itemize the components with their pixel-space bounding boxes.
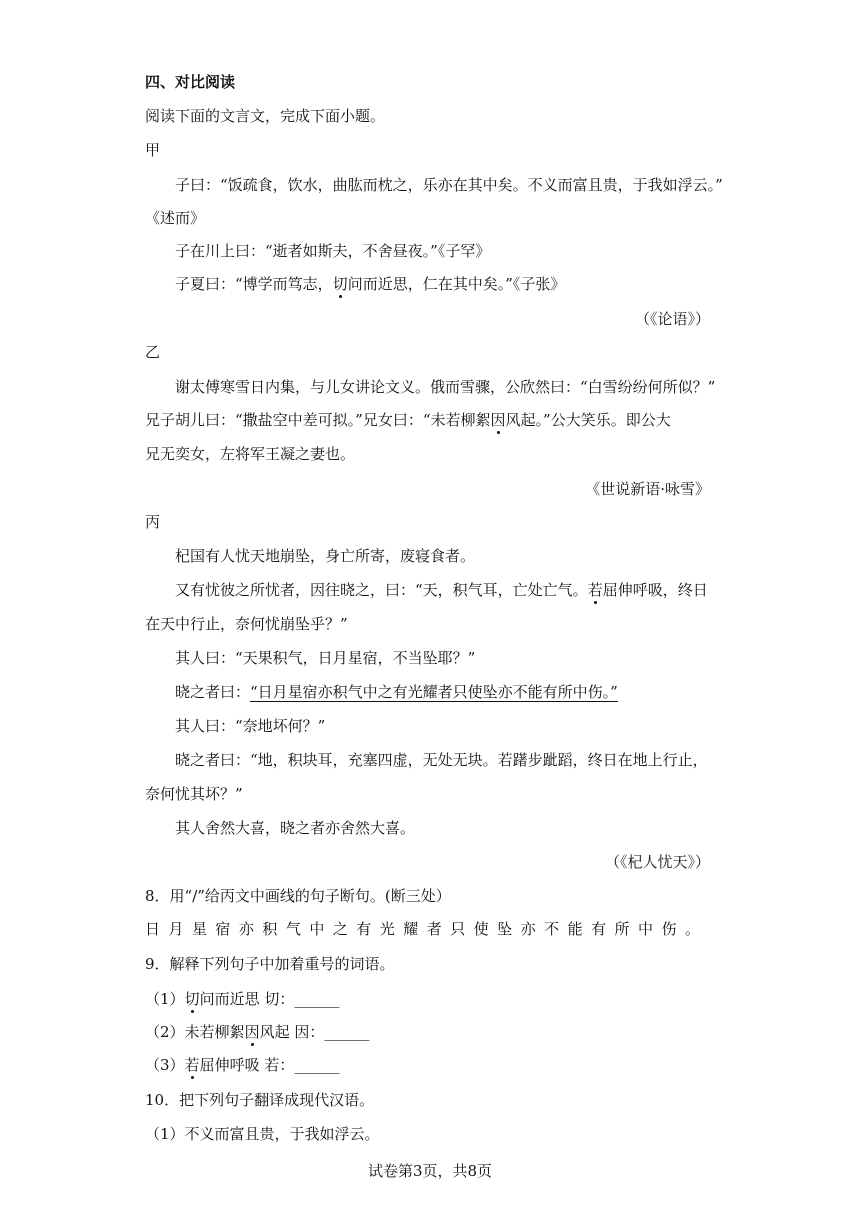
emphasis-ruo: 若: [587, 581, 603, 599]
passage-bing-line-9: 其人舍然大喜，晓之者亦舍然大喜。: [175, 819, 416, 837]
emphasis-yin: 因: [490, 411, 506, 429]
passage-jia-line-1-cont: 《述而》: [145, 209, 206, 227]
passage-yi-line-2: [145, 410, 671, 430]
answer-blank[interactable]: ______: [324, 1023, 370, 1041]
question-10-title: 10．把下列句子翻译成现代汉语。: [145, 1091, 375, 1109]
question-9-item-3: [145, 1055, 339, 1075]
passage-jia-line-3-post: 问而近思，仁在其中矣。”《子张》: [347, 275, 566, 293]
answer-blank[interactable]: ______: [294, 990, 340, 1008]
item-text: 风起 因：: [259, 1023, 325, 1041]
passage-yi-line-2-pre: 兄子胡儿曰：“撒盐空中差可拟。”兄女曰：“未若柳絮: [145, 411, 491, 429]
passage-bing-line-2-post: 屈伸呼吸，终日: [602, 581, 708, 599]
answer-blank[interactable]: ______: [294, 1056, 340, 1074]
passage-bing-line-7: 晓之者曰：“地，积块耳，充塞四虚，无处无块。若躇步跐蹈，终日在地上行止，: [175, 751, 708, 769]
passage-jia-source: （《论语》）: [634, 310, 710, 328]
passage-bing-label: 丙: [145, 513, 161, 531]
underlined-sentence: “日月星宿亦积气中之有光耀者只使坠亦不能有所中伤。”: [250, 683, 618, 701]
passage-jia-line-3-pre: 子夏曰：“博学而笃志，: [175, 275, 333, 293]
passage-yi-line-2-post: 风起。”公大笑乐。即公大: [505, 411, 671, 429]
passage-bing-line-6: 其人曰：“奈地坏何？”: [175, 717, 326, 735]
item-number: （3）: [145, 1056, 185, 1074]
question-9-item-1: [145, 989, 339, 1009]
passage-bing-line-2: [175, 580, 708, 600]
passage-bing-line-5-pre: 晓之者曰：: [175, 683, 251, 701]
question-8-title: 8．用“/”给丙文中画线的句子断句。(断三处）: [145, 887, 451, 905]
emphasis-ruo: 若: [184, 1056, 200, 1074]
passage-bing-line-3: 在天中行止，奈何忧崩坠乎？”: [145, 615, 348, 633]
emphasis-qie: 切: [184, 990, 200, 1008]
passage-bing-source: （《杞人忧天》）: [604, 853, 710, 871]
question-9-item-2: [145, 1022, 369, 1042]
passage-bing-line-4: 其人曰：“天果积气，日月星宿，不当坠耶？”: [175, 649, 476, 667]
passage-bing-line-1: 杞国有人忧天地崩坠，身亡所寄，废寝食者。: [175, 547, 476, 565]
passage-jia-line-2: 子在川上曰：“逝者如斯夫，不舍昼夜。”《子罕》: [175, 242, 491, 260]
item-text: 屈伸呼吸 若：: [199, 1056, 295, 1074]
passage-yi-source: 《世说新语·咏雪》: [585, 480, 710, 498]
passage-yi-line-1: 谢太傅寒雪日内集，与儿女讲论文义。俄而雪骤，公欣然曰：“白雪纷纷何所似？”: [175, 378, 716, 396]
passage-bing-line-2-pre: 又有忧彼之所忧者，因往晓之，曰：“天，积气耳，亡处亡气。: [175, 581, 588, 599]
item-prefix: 未若柳絮: [184, 1023, 245, 1041]
question-10-item-1: （1）不义而富且贵，于我如浮云。: [145, 1125, 380, 1143]
passage-bing-line-5: [175, 682, 618, 702]
passage-jia-line-3: [175, 274, 565, 294]
emphasis-qie: 切: [332, 275, 348, 293]
emphasis-yin: 因: [244, 1023, 260, 1041]
page-footer: 试卷第3页，共8页: [367, 1162, 493, 1180]
item-text: 问而近思 切：: [199, 990, 295, 1008]
passage-jia-label: 甲: [145, 141, 161, 159]
item-number: （2）: [145, 1023, 185, 1041]
item-number: （1）: [145, 990, 185, 1008]
section-title: 四、对比阅读: [145, 73, 236, 91]
question-9-title: 9．解释下列句子中加着重号的词语。: [145, 955, 395, 973]
question-8-sentence: 日月星宿亦积气中之有光耀者只使坠亦不能有所中伤。: [145, 920, 700, 938]
passage-bing-line-8: 奈何忧其坏？”: [145, 785, 243, 803]
passage-yi-line-3: 兄无奕女，左将军王凝之妻也。: [145, 445, 356, 463]
passage-jia-line-1: 子曰：“饭疏食，饮水，曲肱而枕之，乐亦在其中矣。不义而富且贵，于我如浮云。”: [175, 176, 723, 194]
passage-yi-label: 乙: [145, 343, 161, 361]
instruction: 阅读下面的文言文，完成下面小题。: [145, 107, 386, 125]
